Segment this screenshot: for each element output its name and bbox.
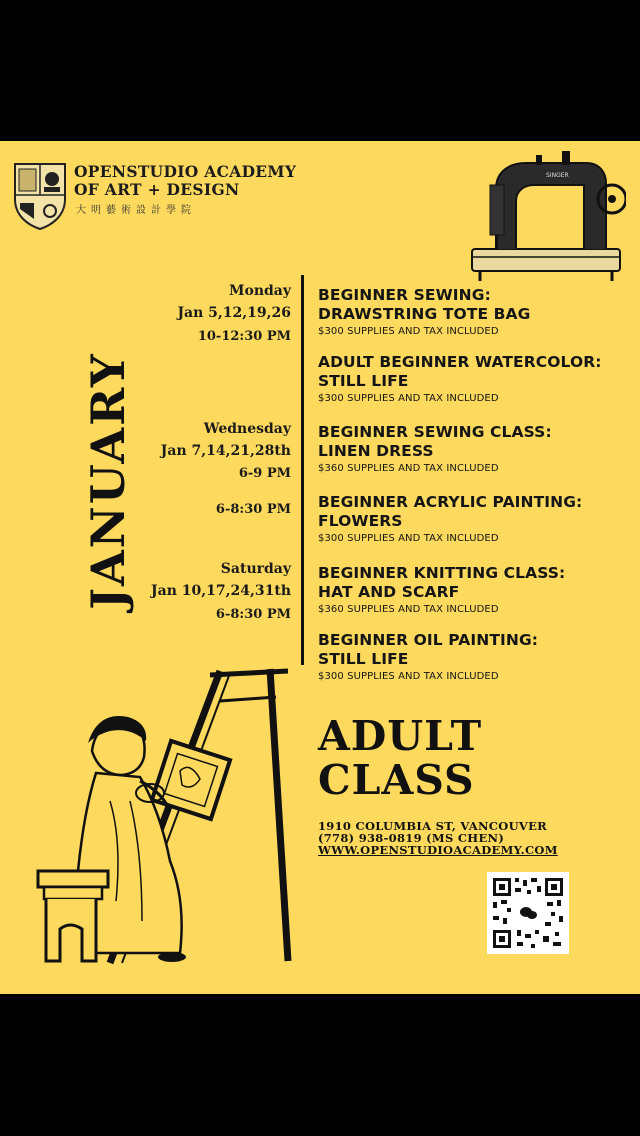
academy-name-line2: OF ART + DESIGN — [74, 180, 240, 199]
sewing-machine-illustration — [466, 149, 626, 289]
class-item-oil-painting — [318, 631, 618, 682]
schedule-time-monday: 10-12:30 PM — [197, 329, 291, 344]
class-price-note: $300 SUPPLIES AND TAX INCLUDED — [318, 326, 499, 337]
contact-phone: (778) 938-0819 (MS CHEN) — [318, 831, 505, 845]
headline-class: CLASS — [318, 756, 475, 804]
schedule-time-wednesday: 6-9 PM — [238, 466, 291, 481]
academy-name-line1: OPENSTUDIO ACADEMY — [74, 162, 297, 181]
schedule-time-wednesday-2: 6-8:30 PM — [215, 502, 291, 517]
class-item-knitting — [318, 564, 618, 615]
wechat-qr-code-icon — [487, 872, 569, 954]
class-title-line1: ADULT BEGINNER WATERCOLOR: — [318, 353, 602, 371]
class-title-line2: STILL LIFE — [318, 650, 409, 668]
schedule-dates-monday: Jan 5,12,19,26 — [177, 305, 291, 321]
class-price-note: $360 SUPPLIES AND TAX INCLUDED — [318, 463, 499, 474]
class-item-watercolor — [318, 353, 618, 404]
schedule-day-wednesday: Wednesday — [203, 421, 291, 437]
class-item-sewing-tote — [318, 286, 618, 337]
class-title-line1: BEGINNER ACRYLIC PAINTING: — [318, 493, 583, 511]
class-title-line2: DRAWSTRING TOTE BAG — [318, 305, 531, 323]
schedule-day-monday: Monday — [228, 283, 291, 299]
class-item-acrylic — [318, 493, 618, 544]
class-title-line1: BEGINNER SEWING CLASS: — [318, 423, 552, 441]
contact-website[interactable]: WWW.OPENSTUDIOACADEMY.COM — [318, 843, 558, 857]
class-price-note: $360 SUPPLIES AND TAX INCLUDED — [318, 604, 499, 615]
contact-address: 1910 COLUMBIA ST, VANCOUVER — [318, 819, 548, 833]
svg-text:SINGER: SINGER — [546, 172, 569, 179]
academy-crest-icon — [12, 161, 68, 231]
class-title-line2: LINEN DRESS — [318, 442, 434, 460]
class-title-line1: BEGINNER OIL PAINTING: — [318, 631, 539, 649]
academy-name-chinese: 大明藝術設計學院 — [76, 205, 196, 216]
divider-line — [301, 275, 304, 665]
class-price-note: $300 SUPPLIES AND TAX INCLUDED — [318, 393, 499, 404]
class-title-line1: BEGINNER SEWING: — [318, 286, 491, 304]
class-title-line2: FLOWERS — [318, 512, 403, 530]
class-title-line2: HAT AND SCARF — [318, 583, 460, 601]
month-label: JANUARY — [81, 352, 135, 610]
poster — [0, 141, 640, 994]
class-price-note: $300 SUPPLIES AND TAX INCLUDED — [318, 671, 499, 682]
schedule-dates-saturday: Jan 10,17,24,31th — [151, 583, 291, 599]
class-title-line2: STILL LIFE — [318, 372, 409, 390]
headline-adult: ADULT — [318, 712, 483, 760]
class-item-linen-dress — [318, 423, 618, 474]
painter-at-easel-illustration — [30, 661, 300, 971]
class-title-line1: BEGINNER KNITTING CLASS: — [318, 564, 566, 582]
schedule-dates-wednesday: Jan 7,14,21,28th — [160, 443, 291, 459]
schedule-day-saturday: Saturday — [220, 561, 291, 577]
class-price-note: $300 SUPPLIES AND TAX INCLUDED — [318, 533, 499, 544]
schedule-time-saturday: 6-8:30 PM — [215, 607, 291, 622]
